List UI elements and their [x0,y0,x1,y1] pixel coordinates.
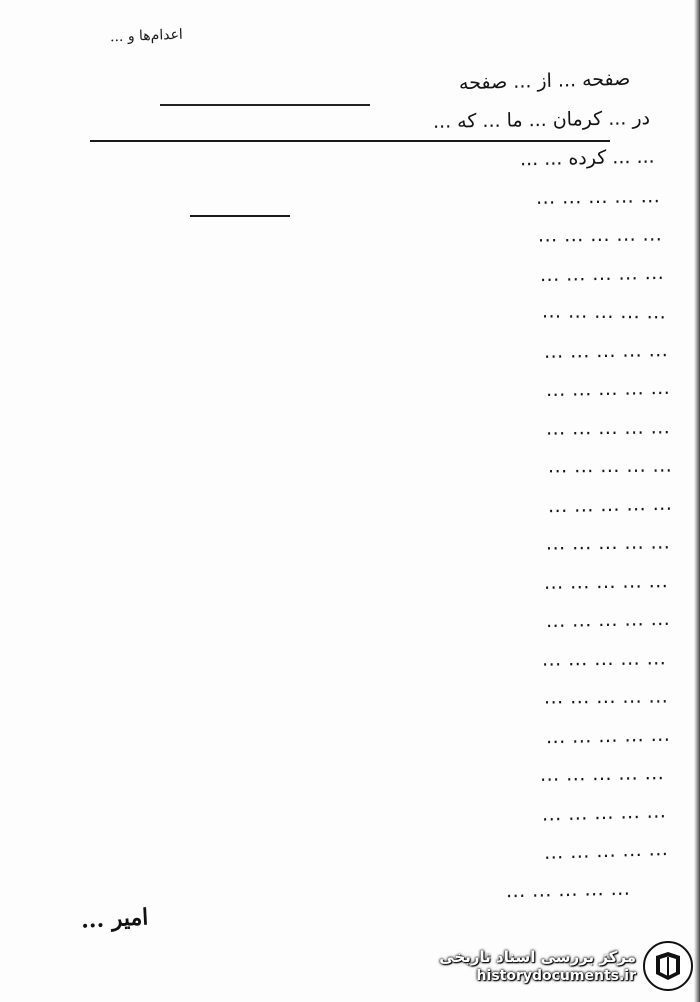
signature: امیر ... [80,904,149,934]
underline-mark [190,215,290,217]
handwritten-line: ... ... ... ... ... [547,454,673,478]
handwritten-line: ... ... ... ... ... [543,838,669,864]
handwritten-line: ... ... ... ... ... [541,300,667,324]
handwritten-line: ... ... ... ... ... [539,261,665,286]
handwritten-line: صفحه ... از ... صفحه [458,67,631,95]
handwritten-line: ... ... ... ... ... [545,723,671,748]
handwritten-line: ... ... ... ... ... [545,531,671,555]
handwritten-line: ... ... ... ... ... [539,762,665,786]
watermark-url: historydocuments.ir [476,968,636,984]
handwritten-line: ... ... ... ... ... [545,376,671,402]
handwritten-line: ... ... ... ... ... [541,646,667,671]
handwritten-line: ... ... ... ... ... [543,685,669,709]
heading-note: اعدام‌ها و ... [109,26,184,46]
handwritten-line: ... ... ... ... ... [543,569,669,594]
scan-edge [694,0,700,1002]
handwritten-line: ... ... ... ... ... [545,415,671,440]
handwritten-line: در ... کرمان ... ما ... که ... [432,106,651,133]
handwritten-line: ... ... ... ... ... [543,338,669,363]
underline-mark [90,140,610,142]
handwritten-line: ... ... کرده ... ... [520,145,656,171]
handwritten-line: ... ... ... ... ... [545,607,671,633]
handwritten-line: ... ... ... ... ... [505,877,631,902]
watermark-title: مرکز بررسی اسناد تاریخی [439,948,636,966]
strikethrough-mark [160,104,370,106]
handwritten-line: ... ... ... ... ... [547,492,673,517]
book-shield-logo-icon [642,940,694,992]
handwritten-line: ... ... ... ... ... [535,184,661,209]
handwritten-line: ... ... ... ... ... [541,799,667,826]
handwritten-line: ... ... ... ... ... [537,223,663,247]
watermark [408,935,694,997]
watermark-text [439,948,636,984]
